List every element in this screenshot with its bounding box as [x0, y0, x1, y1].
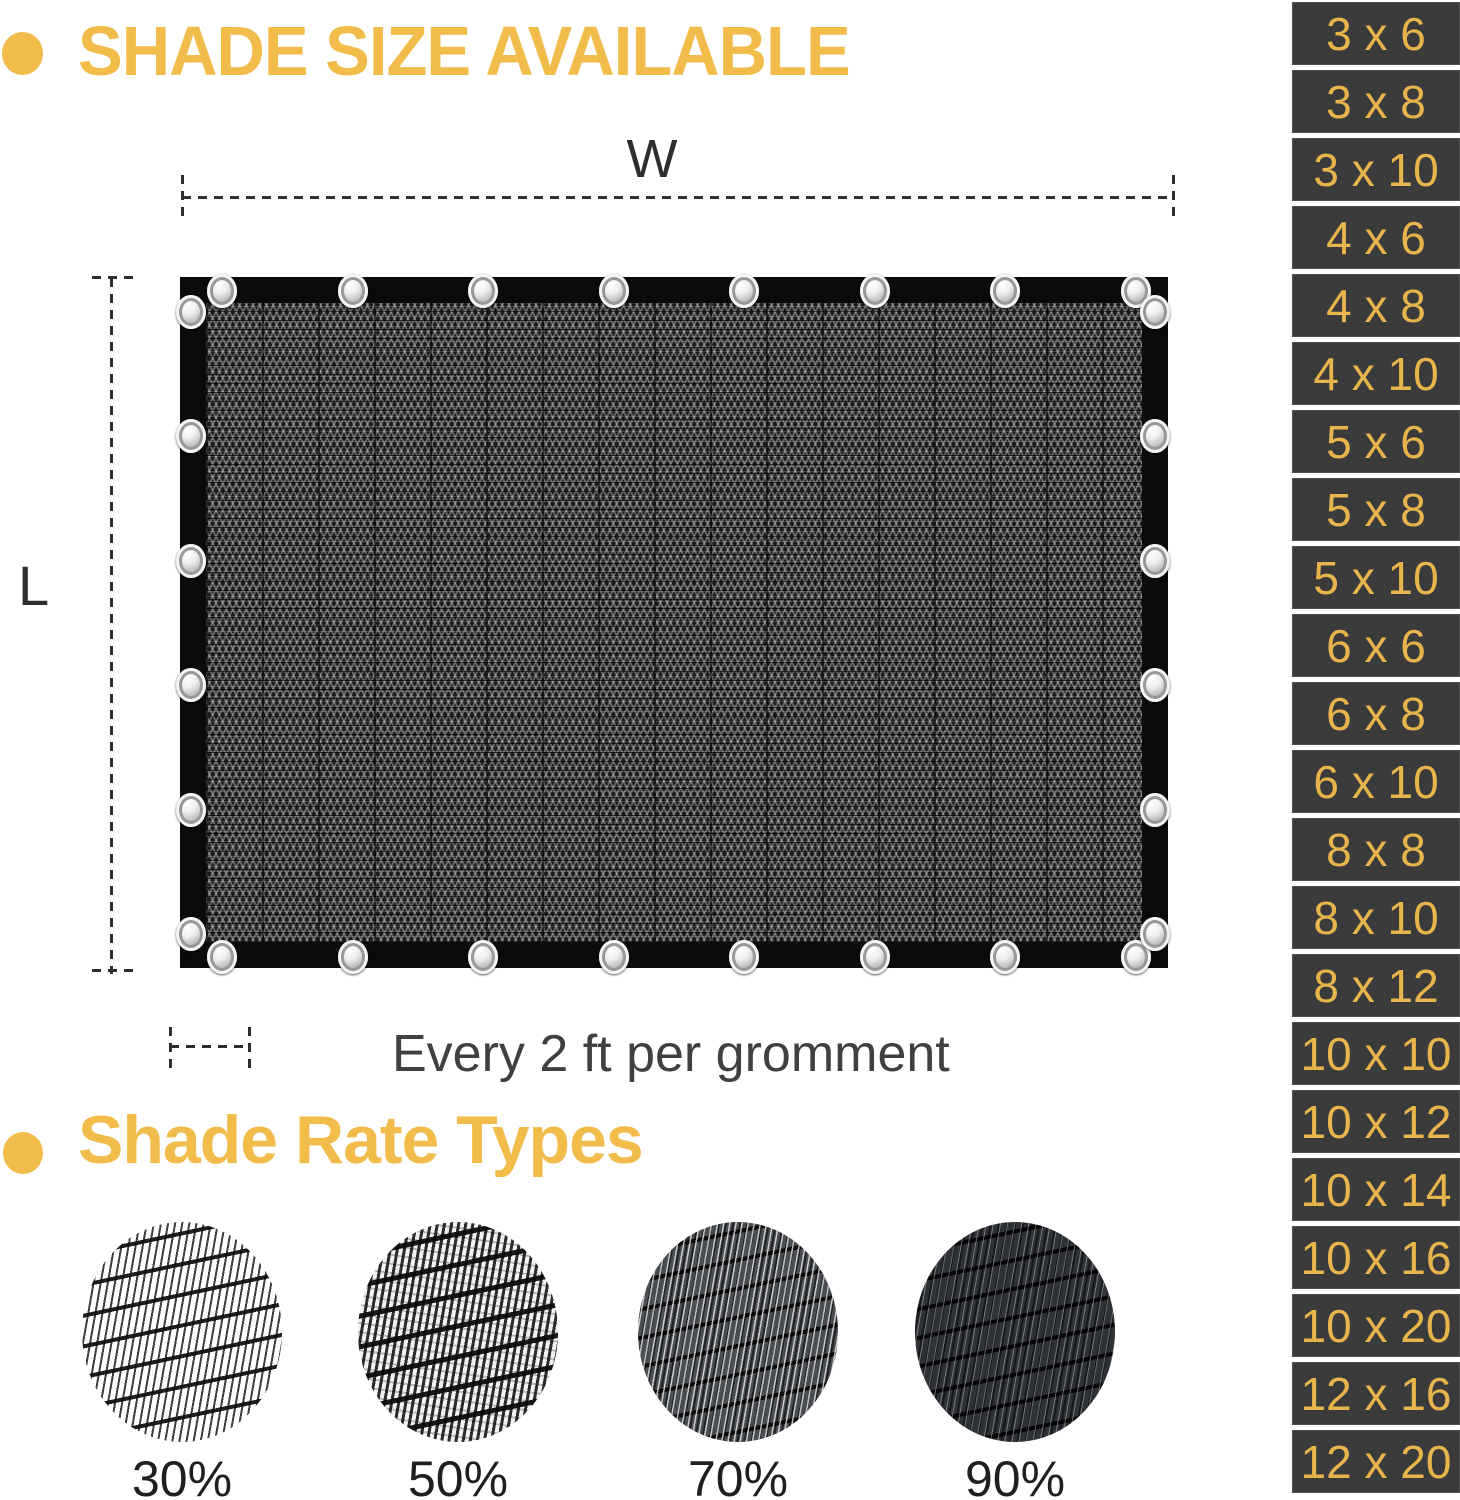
grommet-icon	[176, 793, 206, 827]
size-option: 8 x 12	[1292, 954, 1460, 1017]
grommet-icon	[176, 295, 206, 329]
size-option: 10 x 12	[1292, 1090, 1460, 1153]
grommet-icon	[338, 940, 368, 974]
grommet-icon	[176, 668, 206, 702]
shade-rate-swatch-90	[915, 1222, 1115, 1500]
grommet-spacing-right-tick	[248, 1027, 251, 1069]
size-option: 5 x 10	[1292, 546, 1460, 609]
shade-rate-label: 90%	[964, 1451, 1066, 1500]
grommet-spacing-note: Every 2 ft per gromment	[392, 1025, 950, 1083]
width-dimension-right-tick	[1172, 175, 1175, 220]
grommet-icon	[1140, 793, 1170, 827]
shade-net-mesh-texture	[206, 303, 1142, 942]
grommet-icon	[338, 274, 368, 308]
size-option: 10 x 16	[1292, 1226, 1460, 1289]
size-option: 3 x 10	[1292, 138, 1460, 201]
size-option: 6 x 8	[1292, 682, 1460, 745]
width-dimension-left-tick	[181, 175, 184, 220]
shade-rate-swatches	[0, 1222, 1160, 1500]
grommet-icon	[1140, 668, 1170, 702]
grommet-icon	[1140, 917, 1170, 951]
rate-section-bullet-icon	[3, 1132, 43, 1174]
shade-rate-texture-icon	[82, 1222, 282, 1442]
size-option: 8 x 10	[1292, 886, 1460, 949]
size-option: 8 x 8	[1292, 818, 1460, 881]
grommet-icon	[176, 917, 206, 951]
size-option: 3 x 8	[1292, 70, 1460, 133]
size-option: 4 x 8	[1292, 274, 1460, 337]
grommet-icon	[176, 419, 206, 453]
size-option: 4 x 10	[1292, 342, 1460, 405]
length-dimension-line	[110, 278, 113, 974]
shade-rate-swatch-50	[358, 1222, 558, 1500]
length-dimension-label: L	[18, 554, 50, 617]
grommet-icon	[990, 274, 1020, 308]
grommet-spacing-line	[170, 1045, 250, 1048]
grommet-icon	[860, 274, 890, 308]
grommet-icon	[1140, 295, 1170, 329]
size-option: 6 x 6	[1292, 614, 1460, 677]
grommet-icon	[599, 274, 629, 308]
size-section-bullet-icon	[2, 32, 43, 75]
grommet-icon	[860, 940, 890, 974]
grommet-icon	[990, 940, 1020, 974]
shade-rate-label: 50%	[407, 1451, 509, 1500]
length-dimension-top-tick	[92, 276, 134, 279]
size-section-heading: SHADE SIZE AVAILABLE	[78, 12, 850, 91]
shade-rate-texture-icon	[915, 1222, 1115, 1442]
length-dimension-bottom-tick	[92, 969, 134, 972]
size-option: 4 x 6	[1292, 206, 1460, 269]
grommet-spacing-left-tick	[169, 1027, 172, 1069]
size-option: 10 x 10	[1292, 1022, 1460, 1085]
rate-section-heading: Shade Rate Types	[78, 1102, 643, 1178]
size-option: 10 x 20	[1292, 1294, 1460, 1357]
size-option: 10 x 14	[1292, 1158, 1460, 1221]
size-option: 6 x 10	[1292, 750, 1460, 813]
shade-rate-swatch-30	[82, 1222, 282, 1500]
grommet-icon	[729, 274, 759, 308]
width-dimension-label: W	[626, 129, 678, 189]
size-list	[1292, 0, 1460, 1500]
grommet-icon	[599, 940, 629, 974]
shade-rate-label: 30%	[131, 1451, 233, 1500]
grommet-icon	[729, 940, 759, 974]
size-option: 3 x 6	[1292, 2, 1460, 65]
grommet-icon	[468, 940, 498, 974]
shade-net-illustration	[180, 277, 1168, 968]
size-option: 5 x 8	[1292, 478, 1460, 541]
size-option: 5 x 6	[1292, 410, 1460, 473]
grommet-icon	[176, 544, 206, 578]
shade-rate-texture-icon	[358, 1222, 558, 1442]
grommet-icon	[468, 274, 498, 308]
size-option: 12 x 16	[1292, 1362, 1460, 1425]
grommet-icon	[1140, 419, 1170, 453]
size-option: 12 x 20	[1292, 1430, 1460, 1493]
width-dimension-line	[182, 196, 1174, 199]
shade-rate-texture-icon	[638, 1222, 838, 1442]
grommet-icon	[207, 274, 237, 308]
grommet-icon	[1140, 544, 1170, 578]
shade-rate-swatch-70	[638, 1222, 838, 1500]
shade-rate-label: 70%	[687, 1451, 789, 1500]
grommet-icon	[207, 940, 237, 974]
